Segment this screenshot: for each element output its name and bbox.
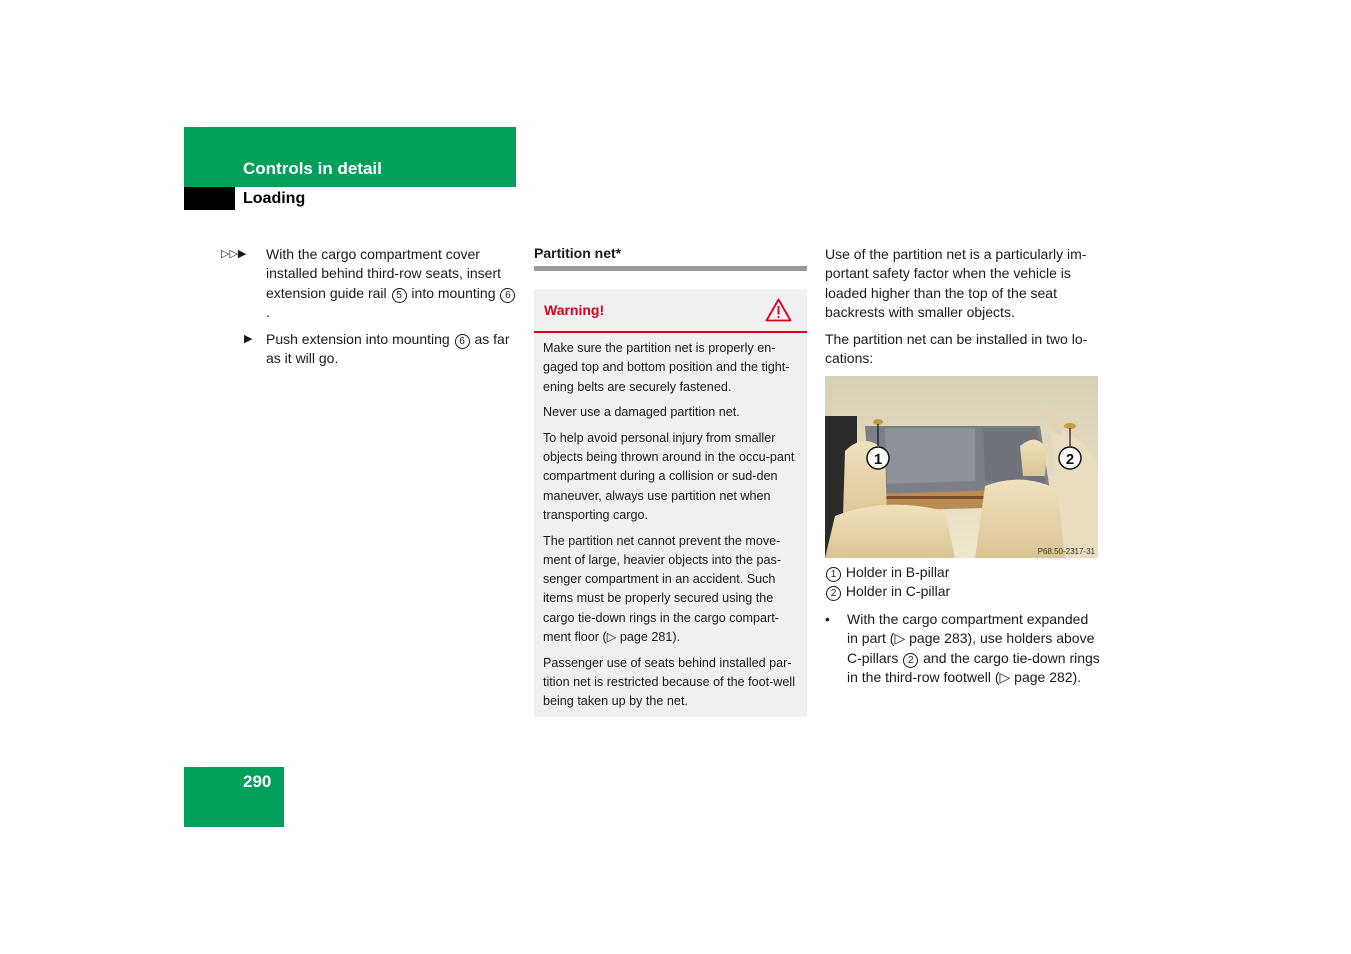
warning-body [534, 333, 807, 712]
bullet-text: With the cargo compartment expanded in part (▷ page 283), use holders above C-pillars [847, 611, 1095, 666]
warning-paragraph: To help avoid personal injury from smaller objects being thrown around in the occu-pant compartment during a collision or sud-den maneuver, always use partition net when transporting cargo. [543, 430, 795, 522]
subsection-marker [184, 187, 235, 210]
step-text: . [266, 303, 270, 320]
legend-label: Holder in B-pillar [845, 564, 950, 580]
warning-triangle-icon [765, 298, 792, 322]
intro-paragraph: Use of the partition net is a particularly im-portant safety factor when the vehicle is loaded higher than the top of the seat backrests with smaller objects. [825, 246, 1087, 320]
continued-step-marker: ▷▷▶ [221, 248, 247, 260]
heading-rule [534, 266, 807, 271]
callout-label-2: 2 [1065, 451, 1075, 468]
warning-paragraph: The partition net cannot prevent the move-ment of large, heavier objects into the pas-senger compartment in an accident. Such items must be properly secured using the cargo tie-down rings in the cargo compart-ment floor (▷ page 281). [543, 533, 782, 645]
callout-label-1: 1 [873, 451, 883, 468]
legend-number: 2 [826, 586, 841, 601]
warning-box [534, 289, 807, 717]
warning-title: Warning! [544, 302, 605, 318]
legend-number: 1 [826, 567, 841, 582]
warning-header [534, 289, 807, 333]
legend-item-2 [825, 582, 950, 601]
ref-number-2: 2 [903, 653, 918, 668]
locations-paragraph: The partition net can be installed in two lo-cations: [825, 331, 1088, 367]
instruction-step-1 [221, 245, 517, 322]
step-text: as far as it will go. [266, 331, 510, 367]
section-title: Controls in detail [243, 159, 382, 178]
vehicle-interior-photo [825, 376, 1098, 558]
ref-number-5: 5 [392, 288, 407, 303]
bullet-item [825, 610, 1100, 687]
step-text: Push extension into mounting [266, 331, 450, 347]
bullet-text: and the cargo tie-down rings in the third-row footwell (▷ page 282). [847, 649, 1100, 685]
subsection-title: Loading [243, 190, 306, 207]
step-marker: ▶ [244, 333, 253, 345]
step-text: into mounting [411, 284, 496, 301]
warning-paragraph: Never use a damaged partition net. [543, 405, 740, 420]
ref-number-6: 6 [455, 334, 470, 349]
step-text: With the cargo compartment cover installed behind third-row seats, insert extension guide rail [266, 246, 502, 301]
legend-label: Holder in C-pillar [845, 583, 951, 599]
instruction-step-2 [221, 330, 517, 369]
warning-paragraph: Passenger use of seats behind installed par-tition net is restricted because of the foot-well being taken up by the net. [543, 655, 796, 709]
section-heading-partition-net: Partition net* [534, 245, 622, 261]
warning-paragraph: Make sure the partition net is properly en-gaged top and bottom position and the tight-ening belts are securely fastened. [543, 341, 790, 394]
page-number: 290 [243, 772, 272, 791]
ref-number-6: 6 [500, 288, 515, 303]
bullet-marker: • [825, 611, 830, 627]
legend-item-1 [825, 563, 949, 582]
image-code: P68.50-2317-31 [1037, 547, 1095, 556]
